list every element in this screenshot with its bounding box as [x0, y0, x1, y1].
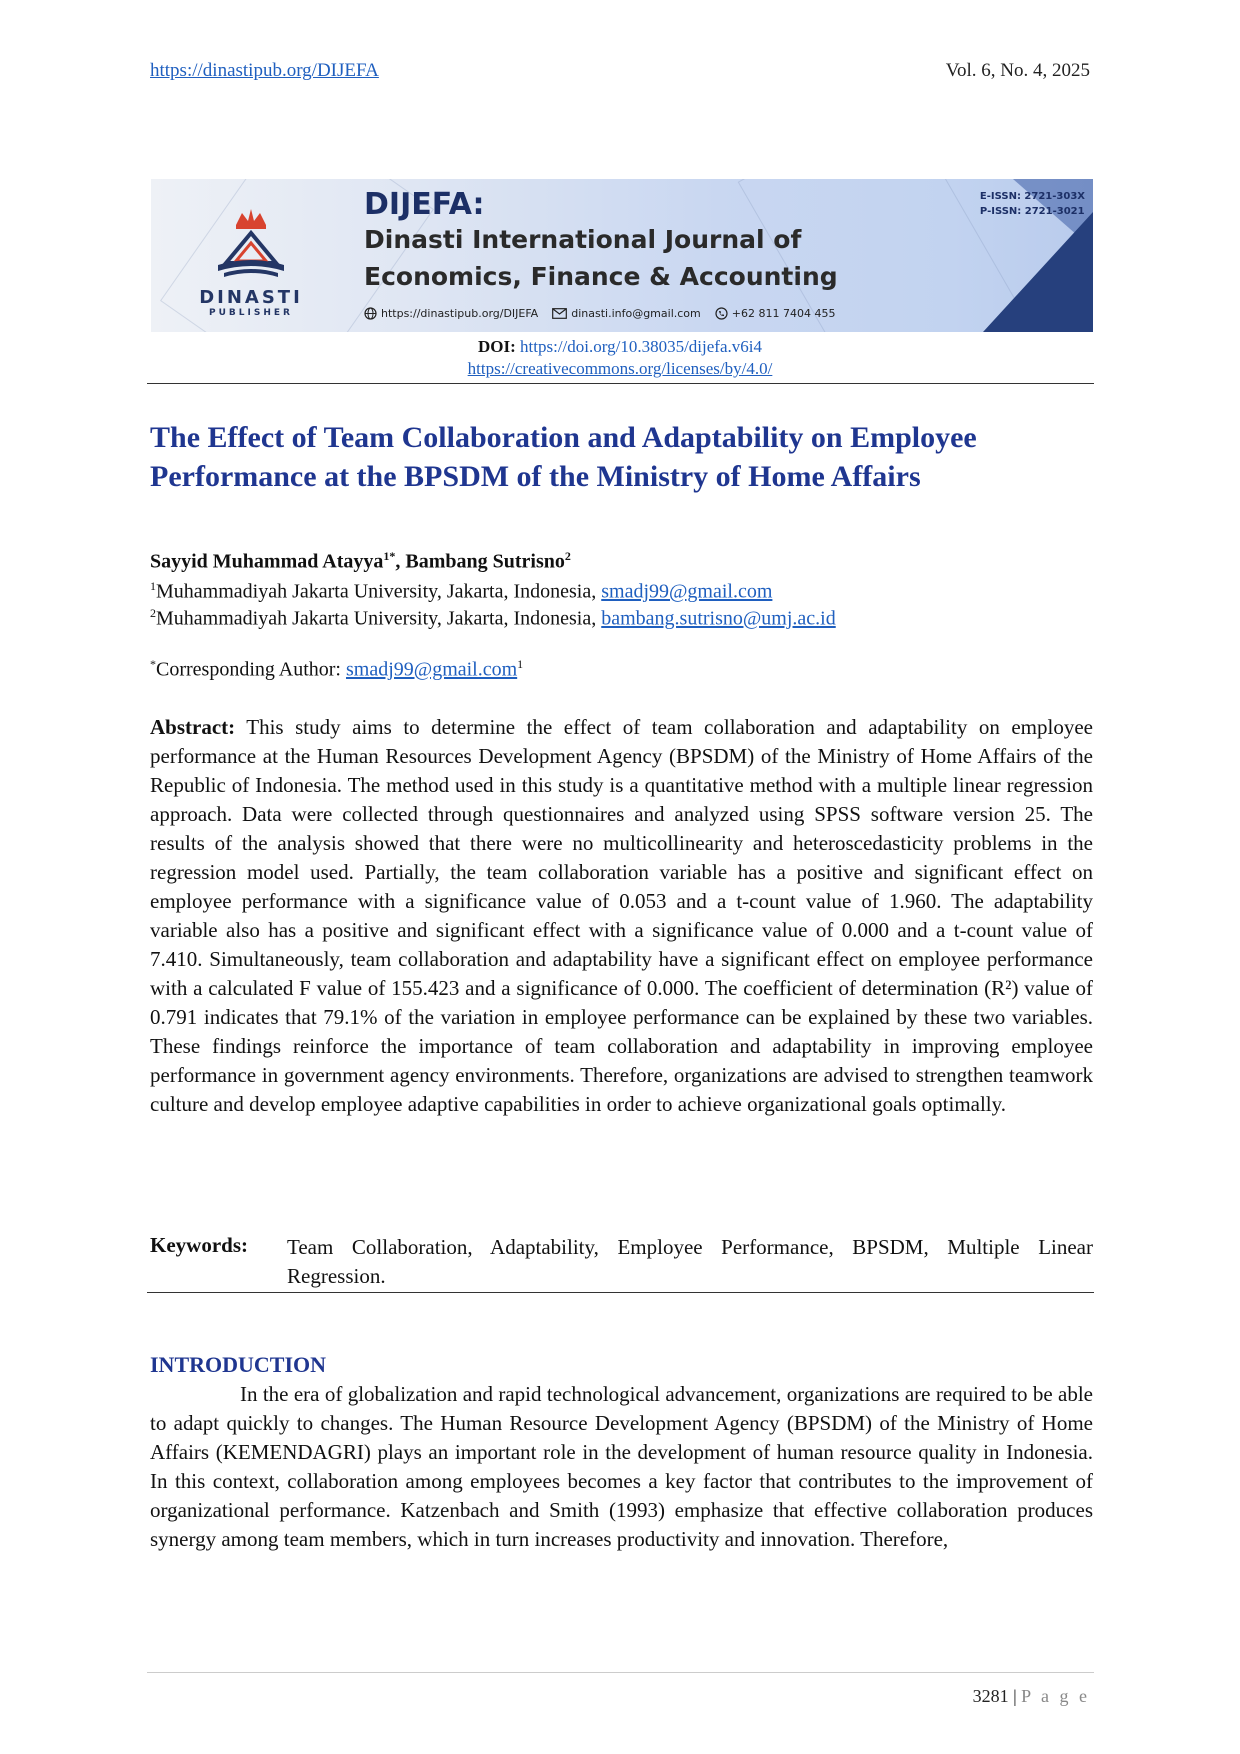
abstract — [150, 713, 1093, 1119]
banner-contacts — [364, 307, 835, 320]
keywords-label: Keywords: — [150, 1233, 248, 1257]
corresponding-email-sup: 1 — [517, 657, 524, 671]
footer-separator: | — [1008, 1686, 1022, 1706]
abstract-text: This study aims to determine the effect of team collaboration and adaptability on employee performance at the Human Resources Development Agency (BPSDM) of the Ministry of Home Affairs of the Republic of Indonesia. The method used in this study is a quantitative method with a multiple linear regression approach. Data were collected through questionnaires and analyzed using SPSS software version 25. The results of the analysis showed that there were no multicollinearity and heteroscedasticity problems in the regression model used. Partially, the team collaboration variable has a positive and significant effect on employee performance with a significance value of 0.053 and a t-count value of 1.960. The adaptability variable also has a positive and significant effect with a significance value of 0.000 and a t-count value of 7.410. Simultaneously, team collaboration and adaptability have a significant effect on employee performance with a calculated F value of 155.423 and a significance of 0.000. The coefficient of determination (R²) value of 0.791 indicates that 79.1% of the variation in employee performance can be explained by these two variables. These findings reinforce the importance of team collaboration and adaptability in improving employee performance in government agency environments. Therefore, organizations are advised to strengthen teamwork culture and develop employee adaptive capabilities in order to achieve organizational goals optimally. — [150, 715, 1093, 1116]
corresponding-sup: * — [150, 657, 156, 671]
author-separator: , — [395, 550, 406, 573]
author-1: Sayyid Muhammad Atayya — [150, 550, 384, 573]
author-2: Bambang Sutrisno — [405, 550, 565, 573]
license-link[interactable]: https://creativecommons.org/licenses/by/4.0/ — [467, 359, 773, 378]
banner-email: dinasti.info@gmail.com — [571, 307, 701, 320]
page-footer — [973, 1686, 1090, 1707]
affiliation-2-sup: 2 — [150, 606, 156, 620]
crown-book-icon — [206, 205, 296, 283]
affiliation-1-text: Muhammadiyah Jakarta University, Jakarta, Indonesia, — [156, 580, 602, 603]
banner-web: https://dinastipub.org/DIJEFA — [381, 307, 539, 320]
introduction-body — [150, 1380, 1093, 1554]
author-1-sup: 1* — [383, 549, 396, 563]
doi-link[interactable]: https://doi.org/10.38035/dijefa.v6i4 — [520, 337, 762, 356]
affiliation-2-email[interactable]: bambang.sutrisno@umj.ac.id — [601, 607, 836, 630]
page-number: 3281 — [972, 1686, 1009, 1706]
journal-name-line1: Dinasti International Journal of — [364, 225, 802, 254]
pissn: P-ISSN: 2721-3021 — [979, 206, 1085, 217]
introduction-heading: INTRODUCTION — [150, 1352, 327, 1377]
issn-block — [980, 189, 1085, 219]
eissn: E-ISSN: 2721-303X — [979, 191, 1085, 202]
affiliation-2 — [150, 606, 836, 631]
mail-icon — [552, 308, 567, 319]
introduction-paragraph: In the era of globalization and rapid technological advancement, organizations are required to be able to adapt quickly to changes. The Human Resource Development Agency (BPSDM) of the Ministry of Home Affairs (KEMENDAGRI) plays an important role in the development of human resource quality in Indonesia. In this context, collaboration among employees becomes a key factor that contributes to the improvement of organizational performance. Katzenbach and Smith (1993) emphasize that effective collaboration produces synergy among team members, which in turn increases productivity and innovation. Therefore, — [150, 1382, 1093, 1551]
doi-label: DOI: — [478, 337, 516, 356]
header-divider — [147, 383, 1094, 384]
journal-url-link[interactable]: https://dinastipub.org/DIJEFA — [150, 60, 379, 81]
affiliation-1 — [150, 579, 772, 604]
keywords-text: Team Collaboration, Adaptability, Employee Performance, BPSDM, Multiple Linear Regression. — [287, 1235, 1093, 1288]
publisher-logo — [191, 205, 311, 318]
affiliation-1-email[interactable]: smadj99@gmail.com — [601, 580, 773, 603]
keywords-divider — [147, 1292, 1094, 1293]
globe-icon — [364, 307, 377, 320]
doi-block — [0, 336, 1240, 380]
author-2-sup: 2 — [564, 549, 571, 563]
corresponding-email[interactable]: smadj99@gmail.com — [346, 658, 518, 681]
journal-name-line2: Economics, Finance & Accounting — [364, 262, 838, 291]
volume-info: Vol. 6, No. 4, 2025 — [945, 60, 1090, 81]
affiliation-2-text: Muhammadiyah Jakarta University, Jakarta, Indonesia, — [156, 607, 602, 630]
page-label: P a g e — [1021, 1686, 1090, 1706]
logo-name: DINASTI — [199, 287, 303, 308]
abstract-label: Abstract: — [150, 715, 236, 739]
footer-divider — [147, 1672, 1094, 1673]
phone-icon — [715, 307, 728, 320]
corresponding-author — [150, 657, 523, 682]
journal-banner — [151, 179, 1093, 332]
affiliation-1-sup: 1 — [150, 579, 156, 593]
banner-phone: +62 811 7404 455 — [731, 307, 836, 320]
logo-subtitle: PUBLISHER — [209, 308, 293, 318]
journal-abbreviation: DIJEFA: — [364, 187, 485, 222]
corresponding-label: Corresponding Author: — [156, 658, 346, 681]
author-line — [150, 549, 571, 574]
paper-title: The Effect of Team Collaboration and Adaptability on Employee Performance at the BPSDM of the Ministry of Home Affairs — [150, 421, 977, 493]
